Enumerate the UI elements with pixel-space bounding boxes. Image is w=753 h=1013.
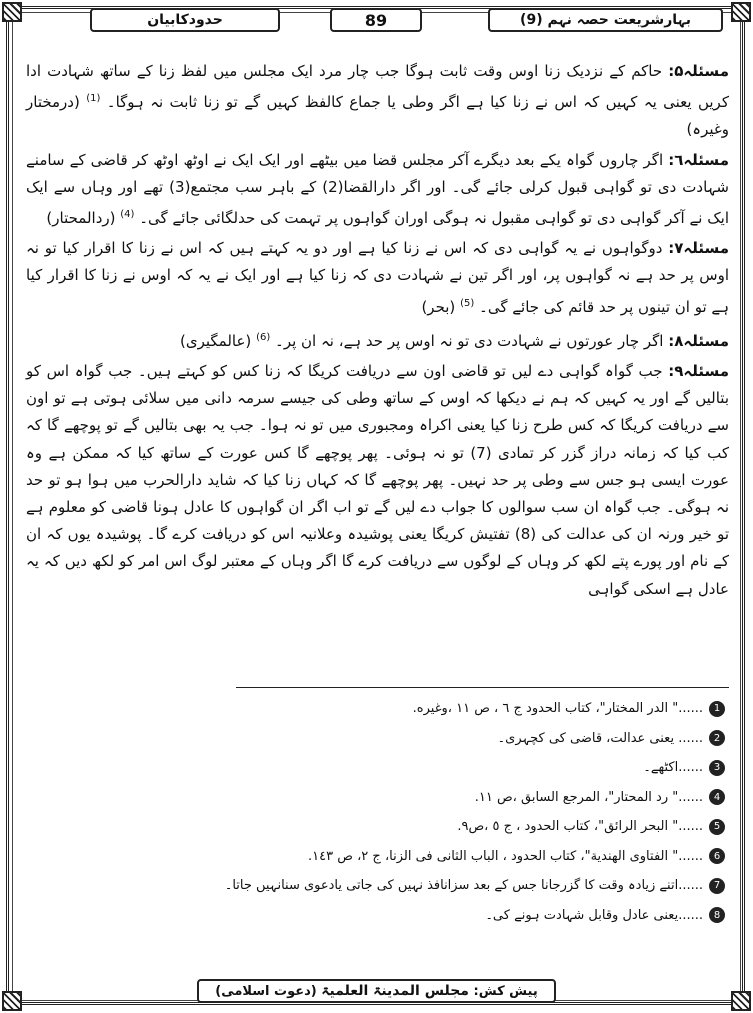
publisher-suffix: (دعوت اسلامی) — [215, 984, 317, 999]
footnote-number: 1 — [709, 701, 725, 717]
chapter-title: حدودکابیان — [90, 8, 280, 32]
footnote-ref: (1) — [86, 93, 101, 105]
publisher-name: مجلس المدینۃ العلمیۃ — [321, 983, 469, 999]
corner-ornament — [731, 2, 751, 22]
footnote-divider — [236, 687, 729, 688]
paragraph-text: دوگواہوں نے یہ گواہی دی کہ اس نے زنا کیا ہے اور دو یہ کہتے ہیں کہ اس نے زنا کا اقرار کیا تو نہ اوس پر حد ہے نہ گواہوں پر، اور اگر تین نے شہادت دی کہ زنا کیا ہے اور ایک نے یہ کہ اوس نے زنا کا اقرار کیا ہے تو ان تینوں پر حد قائم کی جائے گی۔ — [26, 239, 729, 316]
footnote-text: ......اکٹھے۔ — [643, 760, 703, 776]
footnote-text: ......اتنے زیادہ وقت کا گزرجانا جس کے بعد سزانافذ نہیں کی جاتی یادعوی سنانہیں جاتا۔ — [224, 878, 703, 894]
footnote — [30, 901, 725, 931]
issue-label: مسئلہ٦: — [668, 150, 729, 169]
footnote — [30, 842, 725, 872]
paragraph — [26, 358, 729, 603]
footnote-number: 8 — [709, 907, 725, 923]
source-citation: (عالمگیری) — [179, 331, 252, 350]
page-header — [30, 8, 723, 34]
issue-label: مسئلہ۵: — [668, 62, 729, 80]
footnote — [30, 812, 725, 842]
footnote-ref: (4) — [120, 209, 135, 221]
footnote — [30, 871, 725, 901]
footnote — [30, 724, 725, 754]
footnote-number: 7 — [709, 878, 725, 894]
footnote-ref: (6) — [256, 331, 271, 343]
footnote-number: 4 — [709, 789, 725, 805]
publisher-box — [197, 979, 556, 1003]
footnote — [30, 783, 725, 813]
source-citation: (ردالمحتار) — [46, 209, 116, 228]
footnote-text: ......" البحر الرائق"، کتاب الحدود ، ج ٥ ،ص٩. — [457, 819, 703, 835]
paragraph — [26, 58, 729, 144]
issue-label: مسئلہ٨: — [668, 331, 729, 350]
publisher-prefix: پیش کش: — [473, 984, 538, 999]
issue-label: مسئلہ٧: — [668, 239, 729, 258]
paragraph — [26, 324, 729, 355]
footnote-ref: (5) — [460, 297, 475, 309]
source-citation: (درمختار وغیرہ) — [26, 93, 729, 139]
page-footer — [0, 979, 753, 1003]
paragraph-text: جب گواہ گواہی دے لیں تو قاضی اون سے دریافت کریگا کہ زنا کس کو کہتے ہیں۔ جب گواہ اس کو بتالیں گے اور یہ کہیں کہ ہم نے دیکھا کہ اوس کے ساتھ وطی کی جیسے سرمہ دانی میں سلائی ہوتی ہے تو اون سے دریافت کریگا کہ کس طرح زنا کیا یعنی اکراہ ومجبوری میں تو نہ ہوا۔ جب یہ بھی بتالیں گے تو پوچھے گا کہ کب کیا کہ زمانہ دراز گزر کر تمادی (7) تو نہ ہوئی۔ پھر پوچھے گا کس عورت کے ساتھ کیا کہ ممکن ہے وہ عورت ایسی ہو جس سے وطی پر حد نہیں۔ پھر پوچھے گا کہ کہاں زنا کیا کہ شاید دارالحرب میں ہوا ہو تو حد نہ ہوگی۔ جب گواہ ان سب سوالوں کا جواب دے لیں گے تو اب اگر ان گواہوں کا عادل ہونا قاضی کو معلوم ہے تو خیر ورنہ ان کی عدالت کی (8) تفتیش کریگا یعنی پوشیدہ وعلانیہ اس کو دریافت کرے گا۔ پوشیدہ یوں کہ ان کے نام اور پورے پتے لکھ کر وہاں کے لوگوں سے دریافت کرے گا اگر وہاں کے معتبر لوگ اس امر کو لکھ دیں کہ یہ عادل ہے اسکی گواہی — [26, 362, 729, 598]
paragraph-text: اگر چار عورتوں نے شہادت دی تو نہ اوس پر حد ہے، نہ ان پر۔ — [275, 331, 664, 350]
footnote — [30, 694, 725, 724]
footnote — [30, 753, 725, 783]
corner-ornament — [2, 2, 22, 22]
issue-label: مسئلہ٩: — [668, 362, 729, 381]
footnote-text: ......" الفتاوى الهندية"، کتاب الحدود ، الباب الثانى فى الزنا، ج ٢، ص ١٤٣. — [308, 848, 703, 864]
paragraph — [26, 147, 729, 233]
footnote-text: ......یعنی عادل وقابل شہادت ہونے کی۔ — [485, 907, 703, 923]
footnote-number: 3 — [709, 760, 725, 776]
paragraph-text: اگر چاروں گواہ یکے بعد دیگرے آکر مجلس قضا میں بیٹھے اور ایک ایک نے اوٹھ اوٹھ کر قاضی کے سامنے شہادت دی تو گواہی قبول کرلی جائے گی۔ اور اگر دارالقضا(2) کے باہر سب مجتمع(3) تھے اور وہاں سے ایک ایک نے آکر گواہی دی تو گواہی مقبول نہ ہوگی اوران گواہوں پر تہمت کی حدلگائی جائے گی۔ — [26, 150, 729, 228]
footnote-number: 6 — [709, 848, 725, 864]
footnote-text: ...... یعنی عدالت، قاضی کی کچہری۔ — [497, 730, 703, 746]
source-citation: (بحر) — [421, 297, 456, 316]
main-text — [26, 58, 729, 606]
paragraph-text: حاکم کے نزدیک زنا اوس وقت ثابت ہوگا جب چار مرد ایک مجلس میں لفظ زنا کے ساتھ شہادت ادا کریں یعنی یہ کہیں کہ اس نے زنا کیا ہے اگر وطی یا جماع کالفظ کہیں گے تو زنا ثابت نہ ہوگا۔ — [26, 62, 729, 112]
footnote-number: 2 — [709, 730, 725, 746]
paragraph — [26, 235, 729, 321]
footnote-text: ......" رد المحتار"، المرجع السابق ،ص ١١. — [474, 789, 703, 805]
book-title: بہارشریعت حصہ نہم (9) — [488, 8, 723, 32]
footnotes — [30, 694, 725, 930]
footnote-number: 5 — [709, 819, 725, 835]
page-number: 89 — [330, 8, 422, 32]
footnote-text: ......" الدر المختار"، کتاب الحدود ج ٦ ، ص ١١ ،وغيره. — [412, 701, 703, 717]
